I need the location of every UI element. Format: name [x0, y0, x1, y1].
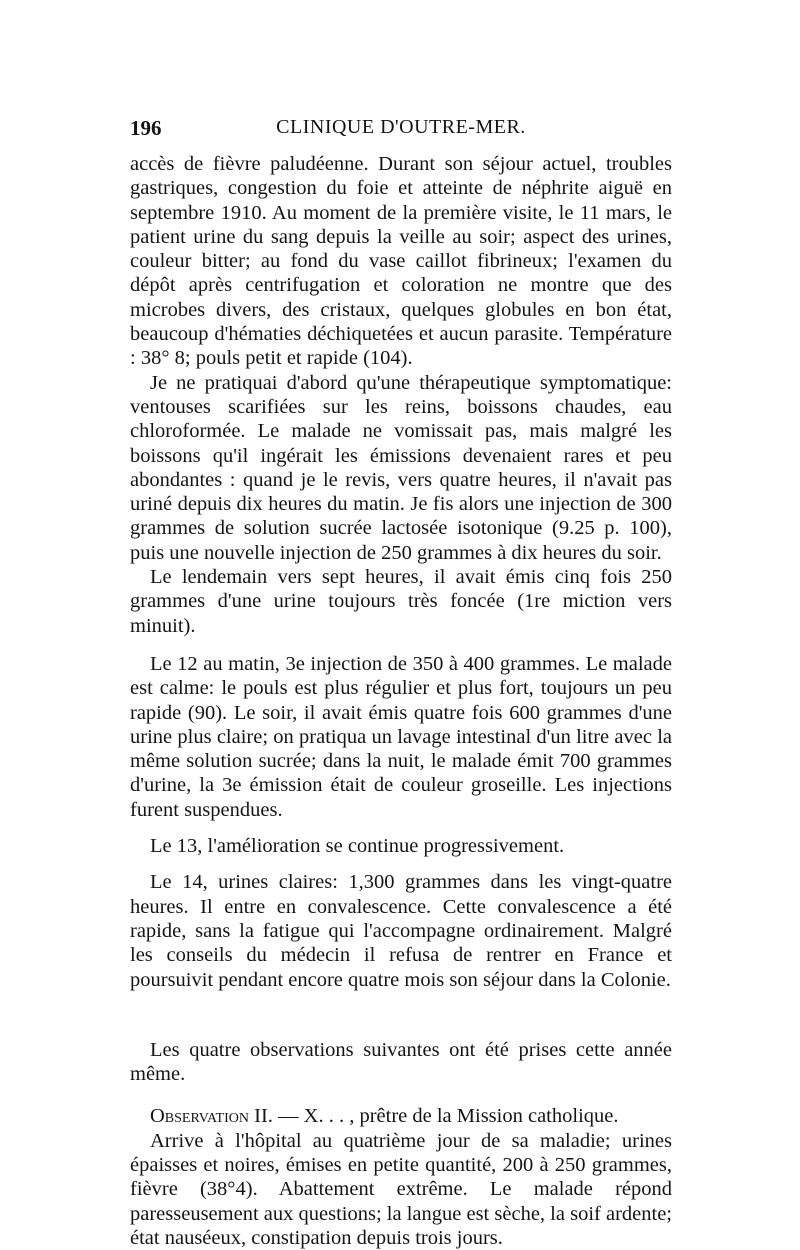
observation-label: Observation II.: [150, 1105, 273, 1128]
paragraph-therapy: Je ne pratiquai d'abord qu'une thérapeutique symptomatique: ventouses scarifiées sur les reins, boissons chaudes, eau chloroformée. Le malade ne vomissait pas, mais malgré les boissons qu'il ingérait les émissions devenaient rares et peu abondantes : quand je le revis, vers quatre heures, il n'avait pas uriné depuis dix heures du matin. Je fis alors une injection de 300 grammes de solution sucrée lactosée isotonique (9.25 p. 100), puis une nouvelle injection de 250 grammes à dix heures du soir.: [130, 371, 672, 564]
paragraph-fever-history: accès de fièvre paludéenne. Durant son séjour actuel, troubles gastriques, congestion du foie et atteinte de néphrite aiguë en septembre 1910. Au moment de la première visite, le 11 mars, le patient urine du sang depuis la veille au soir; aspect des urines, couleur bitter; au fond du vase caillot fibrineux; l'examen du dépôt après centrifugation et coloration ne montre que des microbes divers, des cristaux, quelques globules en bon état, beaucoup d'hématies déchiquetées et aucun parasite. Température : 38° 8; pouls petit et rapide (104).: [130, 153, 672, 370]
body-text: [130, 152, 672, 1250]
page-number: 196: [130, 116, 162, 140]
page-header: [130, 116, 672, 146]
paragraph-next-day: Le lendemain vers sept heures, il avait émis cinq fois 250 grammes d'une urine toujours très foncée (1re miction vers minuit).: [130, 566, 672, 637]
observation-text: Arrive à l'hôpital au quatrième jour de sa maladie; urines épaisses et noires, émises en petite quantité, 200 à 250 grammes, fièvre (38°4). Abattement extrême. Le malade répond paresseusement aux questions; la langue est sèche, la soif ardente; état nauséeux, constipation depuis trois jours.: [130, 1129, 672, 1249]
paragraph-day-14: Le 14, urines claires: 1,300 grammes dans les vingt-quatre heures. Il entre en convalescence. Cette convalescence a été rapide, sans la fatigue qui l'accompagne ordinairement. Malgré les conseils du médecin il refusa de rentrer en France et poursuivit pendant encore quatre mois son séjour dans la Colonie.: [130, 871, 672, 991]
observation-heading-rest: — X. . . , prêtre de la Mission catholique.: [272, 1105, 619, 1128]
observation-heading: [130, 1104, 672, 1128]
running-title: CLINIQUE D'OUTRE-MER.: [276, 116, 526, 138]
paragraph-day-12: Le 12 au matin, 3e injection de 350 à 400 grammes. Le malade est calme: le pouls est plus régulier et plus fort, toujours un peu rapide (90). Le soir, il avait émis quatre fois 600 grammes d'une urine plus claire; on pratiqua un lavage intestinal d'un litre avec la même solution sucrée; dans la nuit, le malade émit 700 grammes d'urine, la 3e émission était de couleur groseille. Les injections furent suspendues.: [130, 652, 672, 821]
paragraph-four-observations: Les quatre observations suivantes ont été prises cette année même.: [130, 1038, 672, 1086]
paragraph-day-13: Le 13, l'amélioration se continue progressivement.: [150, 835, 565, 858]
